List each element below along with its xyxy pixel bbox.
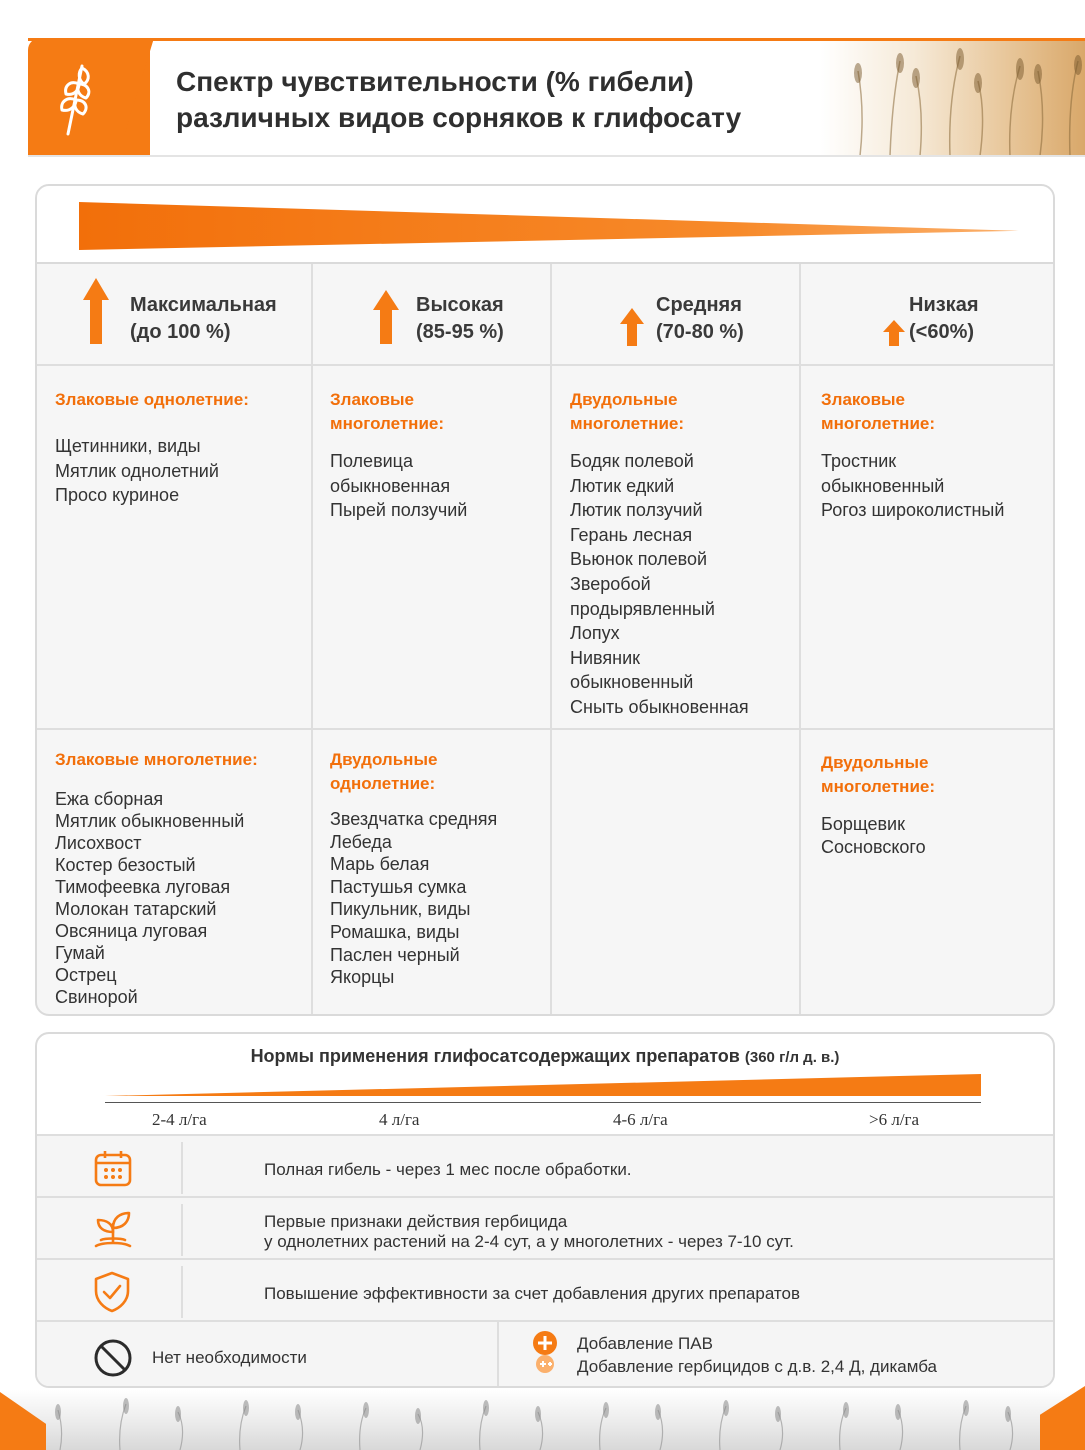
add-surfactant-label: Добавление ПАВ bbox=[577, 1334, 713, 1353]
rate-label: 4 л/га bbox=[379, 1110, 420, 1129]
weed-item: Вьюнок полевой bbox=[570, 549, 708, 570]
weed-item: Рогоз широколистный bbox=[821, 500, 1005, 521]
norm-row-options bbox=[37, 1320, 1053, 1388]
weed-item: обыкновенная bbox=[330, 475, 451, 496]
no-entry-icon bbox=[93, 1338, 133, 1378]
weed-list bbox=[55, 788, 258, 1008]
norm-text bbox=[264, 1212, 794, 1252]
weed-item: Молокан татарский bbox=[55, 899, 217, 919]
header-divider bbox=[28, 155, 1085, 157]
category-title-line2: многолетние: bbox=[570, 414, 685, 433]
weed-item: Просо куриное bbox=[55, 485, 180, 506]
cell-medium-perennial-dicots bbox=[570, 388, 749, 720]
norm-text: Полная гибель - через 1 мес после обработки. bbox=[264, 1160, 632, 1179]
category-title-line2: многолетние: bbox=[821, 777, 936, 796]
add-herbicides-label: Добавление гербицидов с д.в. 2,4 Д, дикамба bbox=[577, 1357, 938, 1376]
sensitivity-scale-bar bbox=[37, 186, 1053, 264]
weed-item: Марь белая bbox=[330, 854, 430, 875]
row-separator bbox=[181, 1204, 183, 1256]
weed-item: Лютик едкий bbox=[570, 475, 675, 496]
category-title-line1: Двудольные bbox=[330, 750, 438, 769]
up-arrow-icon bbox=[883, 320, 905, 346]
wheat-field-image bbox=[820, 41, 1085, 156]
weed-item: Борщевик bbox=[821, 814, 905, 834]
weed-item: Ежа сборная bbox=[55, 789, 164, 809]
level-range: (до 100 %) bbox=[130, 321, 231, 343]
sensitivity-wedge bbox=[79, 202, 1019, 250]
not-needed-label: Нет необходимости bbox=[152, 1348, 307, 1367]
category-title-line1: Двудольные bbox=[570, 390, 678, 409]
weed-item: Свинорой bbox=[55, 987, 138, 1007]
category-title-line1: Злаковые bbox=[330, 390, 414, 409]
weed-item: обыкновенный bbox=[570, 672, 694, 693]
level-name: Высокая bbox=[416, 294, 504, 316]
level-range: (70-80 %) bbox=[656, 321, 744, 343]
weed-item: Полевица bbox=[330, 451, 414, 471]
weed-item: Гумай bbox=[55, 943, 105, 963]
cell-high-perennial-grasses bbox=[330, 388, 467, 523]
category-title-line1: Двудольные bbox=[821, 753, 929, 772]
up-arrow-icon bbox=[620, 308, 644, 346]
page-title-line2: различных видов сорняков к глифосату bbox=[176, 102, 742, 133]
weed-list bbox=[821, 813, 935, 858]
norm-text-line1: Первые признаки действия гербицида bbox=[264, 1212, 568, 1231]
weed-item: Щетинники, виды bbox=[55, 436, 201, 456]
weed-item: Овсяница луговая bbox=[55, 921, 208, 941]
cell-high-annual-dicots bbox=[330, 748, 497, 989]
rate-label: >6 л/га bbox=[869, 1110, 920, 1129]
weed-item: обыкновенный bbox=[821, 475, 945, 496]
category-title-line2: однолетние: bbox=[330, 774, 436, 793]
level-range: (<60%) bbox=[909, 321, 975, 343]
norm-text-line2: у однолетних растений на 2-4 сут, а у многолетних - через 7-10 сут. bbox=[264, 1232, 794, 1251]
weed-item: Пикульник, виды bbox=[330, 899, 471, 920]
weed-item: Лопух bbox=[570, 623, 620, 644]
weed-list bbox=[821, 449, 1004, 523]
category-title: Злаковые многолетние: bbox=[55, 750, 258, 769]
rate-label: 4-6 л/га bbox=[613, 1110, 668, 1129]
weed-list bbox=[570, 449, 749, 720]
weed-item: Костер безостый bbox=[55, 855, 196, 875]
weed-item: продырявленный bbox=[570, 598, 715, 619]
norms-title-text: Нормы применения глифосатсодержащих препаратов bbox=[250, 1046, 740, 1066]
up-arrow-icon bbox=[373, 290, 399, 344]
rate-axis bbox=[105, 1102, 981, 1103]
weed-list bbox=[330, 808, 497, 989]
weed-item: Тимофеевка луговая bbox=[55, 877, 231, 897]
level-name: Низкая bbox=[909, 294, 979, 316]
column-divider bbox=[311, 264, 313, 1014]
level-maximum bbox=[37, 264, 311, 366]
norm-text: Повышение эффективности за счет добавления других препаратов bbox=[264, 1284, 801, 1303]
cell-max-perennial-grasses bbox=[55, 748, 258, 1008]
weed-item: Лебеда bbox=[330, 831, 392, 852]
column-divider bbox=[550, 264, 552, 1014]
header-top-line bbox=[28, 38, 1085, 41]
norm-row-full-kill bbox=[37, 1134, 1053, 1198]
weed-item: Мятлик однолетний bbox=[55, 460, 219, 481]
calendar-icon bbox=[93, 1148, 133, 1188]
application-rates-panel bbox=[35, 1032, 1055, 1388]
level-range: (85-95 %) bbox=[416, 321, 504, 343]
level-name: Средняя bbox=[656, 294, 742, 316]
level-medium bbox=[552, 264, 799, 366]
weed-item: Пырей ползучий bbox=[330, 500, 468, 521]
category-title-line1: Злаковые bbox=[821, 390, 905, 409]
up-arrow-icon bbox=[83, 278, 109, 344]
weed-item: Паслен черный bbox=[330, 944, 460, 965]
level-low bbox=[801, 264, 1053, 366]
plus-circle-icons bbox=[531, 1330, 561, 1374]
weed-item: Сосновского bbox=[821, 836, 926, 857]
cell-low-perennial-dicots bbox=[821, 751, 935, 858]
weed-item: Нивяник bbox=[570, 647, 641, 668]
option-divider bbox=[497, 1322, 499, 1388]
norms-title bbox=[37, 1046, 1053, 1067]
weed-item: Ромашка, виды bbox=[330, 921, 460, 942]
weed-item: Сныть обыкновенная bbox=[570, 696, 749, 717]
weed-item: Мятлик обыкновенный bbox=[55, 811, 245, 831]
level-high bbox=[313, 264, 550, 366]
rate-wedge bbox=[105, 1074, 981, 1096]
weed-item: Тростник bbox=[821, 451, 897, 471]
additives-list bbox=[577, 1332, 937, 1378]
row-divider bbox=[37, 728, 1053, 730]
category-title: Злаковые однолетние: bbox=[55, 390, 249, 409]
weed-item: Острец bbox=[55, 965, 117, 985]
category-title-line2: многолетние: bbox=[330, 414, 445, 433]
sprout-icon bbox=[93, 1208, 133, 1250]
cell-low-perennial-grasses bbox=[821, 388, 1004, 523]
page-title-line1: Спектр чувствительности (% гибели) bbox=[176, 66, 694, 97]
shield-check-icon bbox=[93, 1270, 131, 1314]
category-title-line2: многолетние: bbox=[821, 414, 936, 433]
footer-wheat-image bbox=[0, 1390, 1085, 1450]
cell-max-annual-grasses bbox=[55, 388, 249, 508]
weed-item: Якорцы bbox=[330, 967, 395, 988]
column-divider bbox=[799, 264, 801, 1014]
norms-title-unit: (360 г/л д. в.) bbox=[744, 1049, 840, 1066]
rate-label: 2-4 л/га bbox=[152, 1110, 207, 1129]
row-separator bbox=[181, 1266, 183, 1318]
weed-list bbox=[55, 434, 249, 508]
weed-item: Бодяк полевой bbox=[570, 451, 694, 471]
weed-item: Зверобой bbox=[570, 573, 651, 594]
sensitivity-table bbox=[35, 184, 1055, 1016]
weed-item: Герань лесная bbox=[570, 524, 693, 545]
level-name: Максимальная bbox=[130, 294, 277, 316]
weed-item: Пастушья сумка bbox=[330, 876, 467, 897]
wheat-icon bbox=[46, 58, 106, 138]
norm-row-efficiency bbox=[37, 1258, 1053, 1322]
weed-item: Лисохвост bbox=[55, 833, 142, 853]
weed-item: Звездчатка средняя bbox=[330, 809, 498, 829]
row-separator bbox=[181, 1142, 183, 1194]
weed-list bbox=[330, 449, 467, 523]
sensitivity-grid bbox=[37, 264, 1053, 1014]
page-title bbox=[176, 64, 856, 136]
norm-row-first-signs bbox=[37, 1196, 1053, 1260]
weed-item: Лютик ползучий bbox=[570, 500, 703, 521]
